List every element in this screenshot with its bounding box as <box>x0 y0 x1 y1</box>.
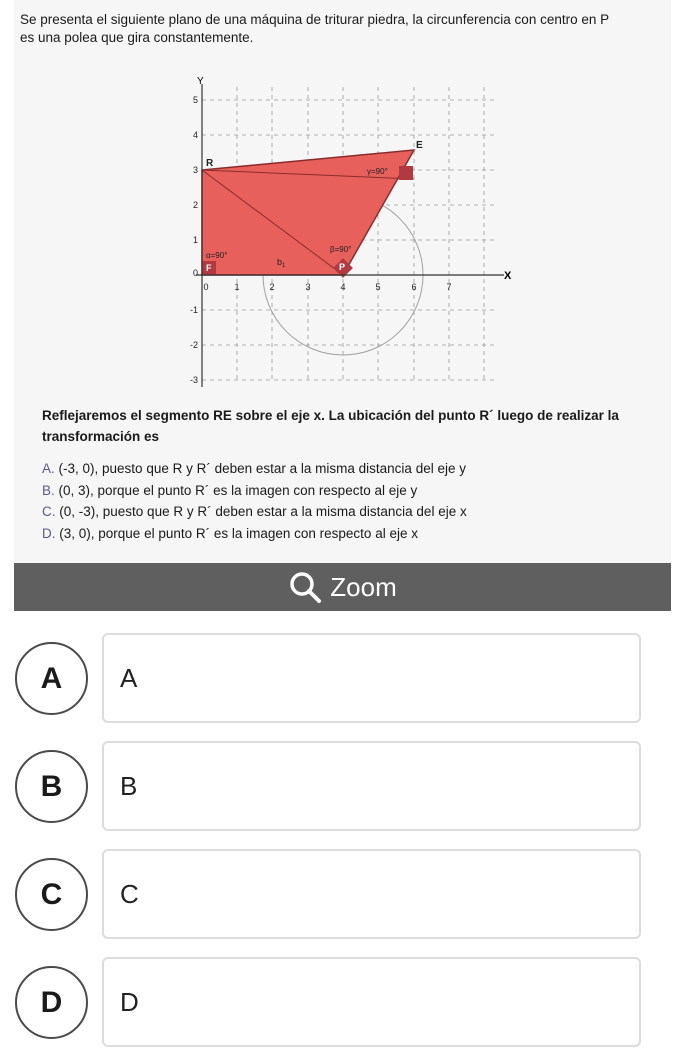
answer-letter-circle[interactable]: B <box>15 750 88 823</box>
x-tick-label: 0 <box>203 282 209 292</box>
option-letter: A. <box>42 461 55 476</box>
option-b <box>42 480 467 502</box>
answer-letter-circle[interactable]: C <box>15 858 88 931</box>
y-tick-label: 1 <box>192 235 198 245</box>
option-letter: D. <box>42 525 56 541</box>
point-e-label: E <box>416 140 423 151</box>
gamma-angle-label: γ=90° <box>367 167 388 176</box>
zoom-label: Zoom <box>330 571 397 602</box>
point-r-label: R <box>206 158 214 169</box>
answer-option-a[interactable] <box>15 633 645 725</box>
x-tick-label: 1 <box>234 282 240 292</box>
x-tick-label: 6 <box>411 282 417 292</box>
option-letter: C. <box>42 504 56 519</box>
answer-option-c[interactable] <box>15 849 645 941</box>
b1-label: $b_1$ <box>277 257 286 269</box>
x-axis-label: X <box>504 270 512 282</box>
answer-box[interactable] <box>102 633 641 723</box>
answer-text: C <box>120 879 139 909</box>
gamma-right-angle-marker <box>399 166 413 180</box>
y-tick-label: 2 <box>192 200 198 210</box>
x-tick-label: 3 <box>305 282 311 292</box>
option-c <box>42 501 467 523</box>
x-tick-label: 2 <box>269 282 275 292</box>
zoom-button[interactable] <box>14 563 671 611</box>
option-text: (0, 3), porque el punto R´ es la imagen con respecto al eje y <box>58 482 418 498</box>
y-tick-label: -2 <box>189 340 198 350</box>
answer-text: A <box>120 663 138 693</box>
answer-box[interactable] <box>102 741 641 831</box>
y-tick-label: -3 <box>189 375 198 385</box>
y-tick-label: -1 <box>189 305 198 315</box>
answer-option-d[interactable] <box>15 957 645 1049</box>
prompt-text: Reflejaremos el segmento RE sobre el eje x. La ubicación del punto R´ luego de realizar la transformación es <box>42 408 619 444</box>
answer-box[interactable] <box>102 957 641 1047</box>
point-p-label: P <box>339 262 346 272</box>
y-axis-label: Y <box>197 76 204 87</box>
x-tick-label: 5 <box>375 282 381 292</box>
answer-text: D <box>120 987 139 1017</box>
options-list <box>42 458 467 544</box>
x-tick-label: 4 <box>340 282 346 292</box>
option-text: (0, -3), puesto que R y R´ deben estar a la misma distancia del eje x <box>59 504 467 519</box>
question-intro: Se presenta el siguiente plano de una máquina de triturar piedra, la circunferencia con centro en P es una polea que gira constantemente. <box>20 12 610 45</box>
y-tick-label: 5 <box>192 95 198 105</box>
answer-box[interactable] <box>102 849 641 939</box>
option-text: (3, 0), porque el punto R´ es la imagen con respecto al eje x <box>59 525 418 541</box>
answer-option-b[interactable] <box>15 741 645 833</box>
beta-angle-label: β=90° <box>330 245 352 254</box>
point-f-label: F <box>206 263 212 273</box>
answer-letter-circle[interactable]: A <box>15 642 88 715</box>
answer-text: B <box>120 771 138 801</box>
y-tick-label: 0 <box>192 268 198 278</box>
answer-letter-circle[interactable]: D <box>15 966 88 1039</box>
question-image <box>14 0 671 565</box>
search-icon <box>288 570 322 604</box>
x-tick-label: 7 <box>446 282 452 292</box>
y-tick-label: 4 <box>192 130 198 140</box>
question-prompt <box>42 405 670 447</box>
alpha-angle-label: α=90° <box>206 251 228 260</box>
option-letter: B. <box>42 482 55 498</box>
option-a <box>42 458 467 480</box>
option-text: (-3, 0), puesto que R y R´ deben estar a la misma distancia del eje y <box>58 461 466 476</box>
machine-plane-diagram <box>14 62 671 397</box>
y-tick-label: 3 <box>192 165 198 175</box>
option-d <box>42 523 467 545</box>
